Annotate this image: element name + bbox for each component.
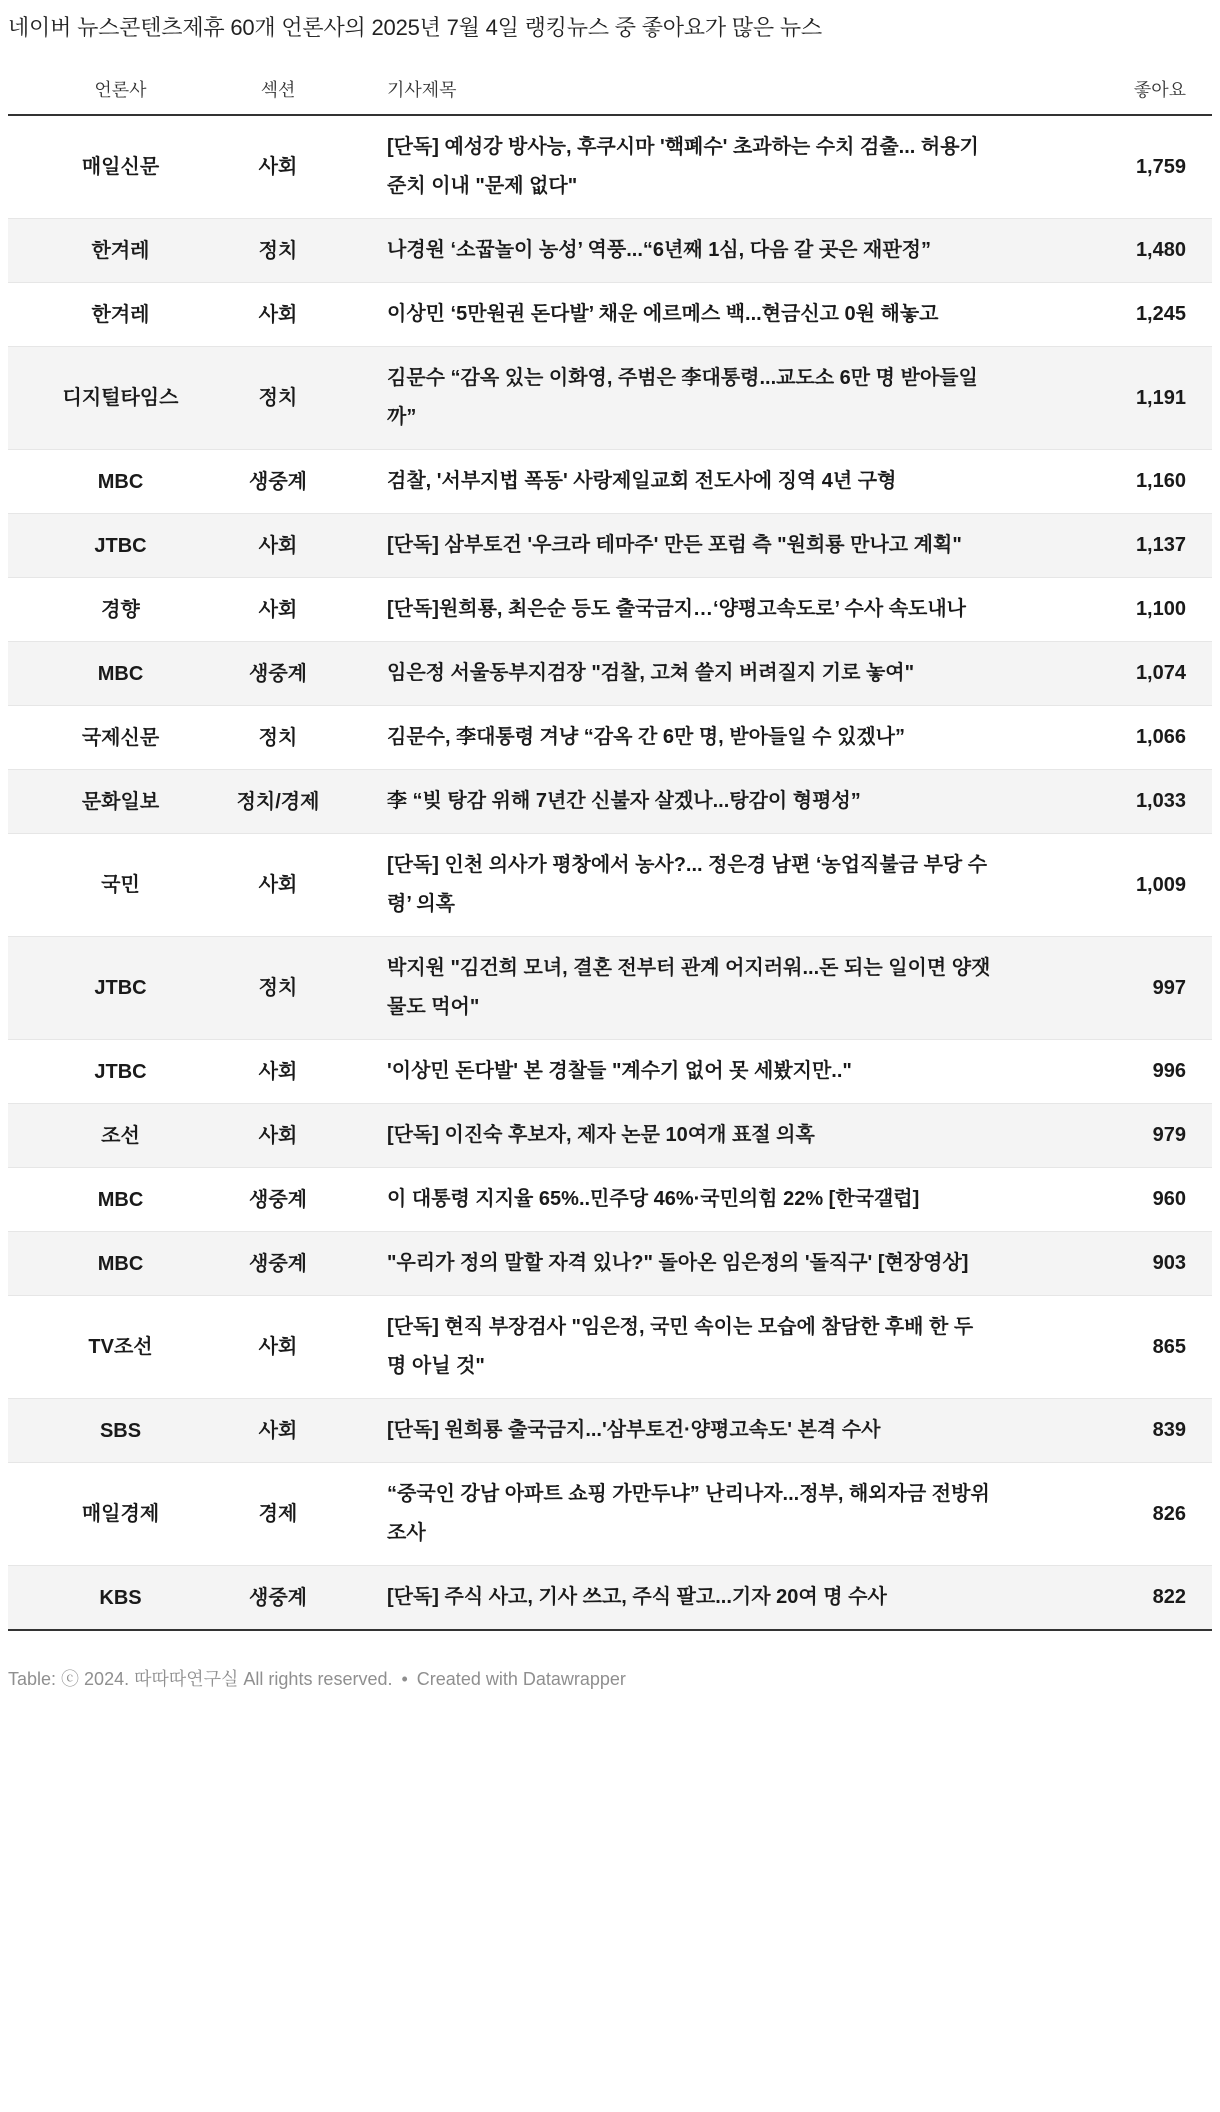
- cell-headline: 이 대통령 지지율 65%..민주당 46%·국민의힘 22% [한국갤럽]: [387, 1188, 920, 1210]
- table-header-row: [8, 76, 1212, 116]
- cell-headline: [단독] 인천 의사가 평창에서 농사?... 정은경 남편 ‘농업직불금 부당 수령’ 의혹: [387, 854, 988, 915]
- cell-headline: 이상민 ‘5만원권 돈다발’ 채운 에르메스 백...현금신고 0원 해놓고: [387, 303, 939, 325]
- cell-likes: 1,759: [1135, 155, 1186, 178]
- table-row: [8, 513, 1212, 577]
- cell-likes: 996: [1152, 1060, 1186, 1082]
- cell-press: 국제신문: [81, 726, 160, 749]
- cell-likes: 1,191: [1135, 386, 1186, 409]
- cell-section: 사회: [258, 598, 298, 621]
- column-header-press: 언론사: [94, 80, 147, 100]
- cell-press: JTBC: [94, 1060, 147, 1083]
- cell-headline: 李 “빚 탕감 위해 7년간 신불자 살겠나...탕감이 형평성”: [387, 790, 861, 812]
- cell-press: 디지털타임스: [62, 387, 179, 409]
- footer-separator: •: [396, 1669, 413, 1689]
- table-row: [8, 1565, 1212, 1629]
- cell-likes: 822: [1152, 1586, 1186, 1608]
- cell-section: 사회: [258, 1124, 298, 1147]
- cell-press: 한겨레: [91, 239, 150, 262]
- cell-press: JTBC: [94, 977, 147, 999]
- cell-section: 사회: [258, 303, 298, 326]
- cell-press: MBC: [97, 1188, 144, 1211]
- cell-press: MBC: [97, 470, 144, 493]
- cell-headline: '이상민 돈다발' 본 경찰들 "계수기 없어 못 세봤지만..": [387, 1060, 852, 1082]
- cell-section: 정치/경제: [236, 790, 320, 813]
- cell-likes: 1,100: [1135, 598, 1186, 620]
- cell-section: 사회: [258, 1419, 298, 1442]
- cell-section: 생중계: [249, 470, 307, 493]
- cell-likes: 1,480: [1135, 239, 1186, 261]
- cell-press: MBC: [97, 662, 144, 685]
- cell-likes: 1,009: [1135, 873, 1186, 896]
- table-footer: [8, 1667, 1212, 1691]
- cell-headline: [단독] 이진숙 후보자, 제자 논문 10여개 표절 의혹: [387, 1124, 815, 1146]
- table-row: [8, 1039, 1212, 1103]
- cell-press: 한겨레: [91, 303, 150, 326]
- cell-section: 생중계: [249, 1188, 307, 1211]
- cell-section: 생중계: [249, 1586, 307, 1609]
- table-row: [8, 218, 1212, 282]
- column-header-headline: 기사제목: [387, 80, 457, 100]
- cell-headline: "우리가 정의 말할 자격 있나?" 돌아온 임은정의 '돌직구' [현장영상]: [387, 1252, 969, 1274]
- cell-section: 정치: [258, 239, 298, 262]
- footer-prefix: Table:: [8, 1669, 62, 1689]
- cell-headline: [단독] 삼부토건 '우크라 테마주' 만든 포럼 측 "원희룡 만나고 계획": [387, 534, 962, 556]
- table-row: [8, 1103, 1212, 1167]
- cell-likes: 979: [1152, 1124, 1186, 1146]
- cell-section: 생중계: [249, 1252, 307, 1275]
- cell-press: 경향: [101, 598, 140, 621]
- cell-section: 정치: [258, 977, 298, 999]
- cell-likes: 1,245: [1135, 303, 1186, 325]
- footer-attribution: ⓒ 2024. 따따따연구실 All rights reserved.: [61, 1669, 393, 1689]
- cell-press: 국민: [101, 874, 140, 896]
- cell-likes: 960: [1152, 1188, 1186, 1210]
- cell-headline: [단독] 주식 사고, 기사 쓰고, 주식 팔고...기자 20여 명 수사: [387, 1586, 887, 1608]
- cell-headline: [단독]원희룡, 최은순 등도 출국금지…‘양평고속도로’ 수사 속도내나: [387, 598, 966, 620]
- table-row: [8, 705, 1212, 769]
- table-row: [8, 577, 1212, 641]
- cell-likes: 997: [1152, 976, 1186, 999]
- table-row: [8, 769, 1212, 833]
- cell-headline: [단독] 원희룡 출국금지...'삼부토건·양평고속도' 본격 수사: [387, 1419, 881, 1441]
- cell-headline: 검찰, '서부지법 폭동' 사랑제일교회 전도사에 징역 4년 구형: [387, 470, 897, 492]
- cell-section: 사회: [258, 1060, 298, 1083]
- table-body: [8, 116, 1212, 1631]
- table-row: [8, 1295, 1212, 1398]
- cell-press: 매일신문: [81, 156, 160, 178]
- table-row: [8, 1231, 1212, 1295]
- cell-section: 사회: [258, 156, 298, 178]
- table-row: [8, 1167, 1212, 1231]
- cell-section: 정치: [258, 387, 298, 409]
- column-header-section: 섹션: [260, 80, 296, 100]
- cell-press: KBS: [99, 1586, 142, 1609]
- cell-headline: 김문수 “감옥 있는 이화영, 주범은 李대통령...교도소 6만 명 받아들일까”: [387, 367, 978, 428]
- cell-section: 사회: [258, 1336, 298, 1358]
- cell-press: 문화일보: [81, 790, 160, 813]
- table-row: [8, 833, 1212, 936]
- column-header-likes: 좋아요: [1133, 80, 1186, 100]
- cell-section: 정치: [258, 726, 298, 749]
- cell-section: 사회: [258, 874, 298, 896]
- cell-headline: [단독] 예성강 방사능, 후쿠시마 '핵폐수' 초과하는 수치 검출... 허용기준치 이내 "문제 없다": [387, 136, 979, 197]
- cell-press: JTBC: [94, 534, 147, 557]
- cell-likes: 1,066: [1135, 726, 1186, 748]
- ranking-table: [8, 76, 1212, 1631]
- page-title: 네이버 뉴스콘텐츠제휴 60개 언론사의 2025년 7월 4일 랭킹뉴스 중 좋아요가 많은 뉴스: [8, 15, 822, 40]
- cell-press: SBS: [99, 1419, 142, 1442]
- cell-section: 생중계: [249, 662, 307, 685]
- cell-likes: 1,137: [1135, 534, 1186, 556]
- table-row: [8, 346, 1212, 449]
- table-row: [8, 282, 1212, 346]
- cell-press: TV조선: [88, 1336, 153, 1358]
- cell-likes: 903: [1152, 1252, 1186, 1274]
- cell-headline: 김문수, 李대통령 겨냥 “감옥 간 6만 명, 받아들일 수 있겠나”: [387, 726, 905, 748]
- cell-likes: 865: [1152, 1335, 1186, 1358]
- table-row: [8, 1462, 1212, 1565]
- cell-likes: 1,160: [1135, 470, 1186, 492]
- table-row: [8, 936, 1212, 1039]
- cell-likes: 839: [1152, 1419, 1186, 1441]
- cell-likes: 1,033: [1135, 790, 1186, 812]
- table-row: [8, 116, 1212, 218]
- cell-headline: 임은정 서울동부지검장 "검찰, 고쳐 쓸지 버려질지 기로 놓여": [387, 662, 915, 684]
- cell-headline: 박지원 "김건희 모녀, 결혼 전부터 관계 어지러워...돈 되는 일이면 양잿물도 먹어": [387, 957, 991, 1018]
- cell-section: 경제: [258, 1503, 298, 1525]
- cell-likes: 826: [1152, 1502, 1186, 1525]
- cell-headline: 나경원 ‘소꿉놀이 농성’ 역풍...“6년째 1심, 다음 갈 곳은 재판정”: [387, 239, 931, 261]
- cell-press: MBC: [97, 1252, 144, 1275]
- table-row: [8, 641, 1212, 705]
- cell-press: 조선: [101, 1124, 140, 1147]
- cell-headline: [단독] 현직 부장검사 "임은정, 국민 속이는 모습에 참담한 후배 한 두명 아닐 것": [387, 1316, 974, 1377]
- table-row: [8, 449, 1212, 513]
- table-row: [8, 1398, 1212, 1462]
- cell-headline: “중국인 강남 아파트 쇼핑 가만두냐” 난리나자...정부, 해외자금 전방위 조사: [387, 1483, 990, 1544]
- datawrapper-credit-link[interactable]: Created with Datawrapper: [416, 1669, 626, 1689]
- cell-section: 사회: [258, 534, 298, 557]
- cell-likes: 1,074: [1135, 662, 1186, 684]
- cell-press: 매일경제: [81, 1503, 160, 1525]
